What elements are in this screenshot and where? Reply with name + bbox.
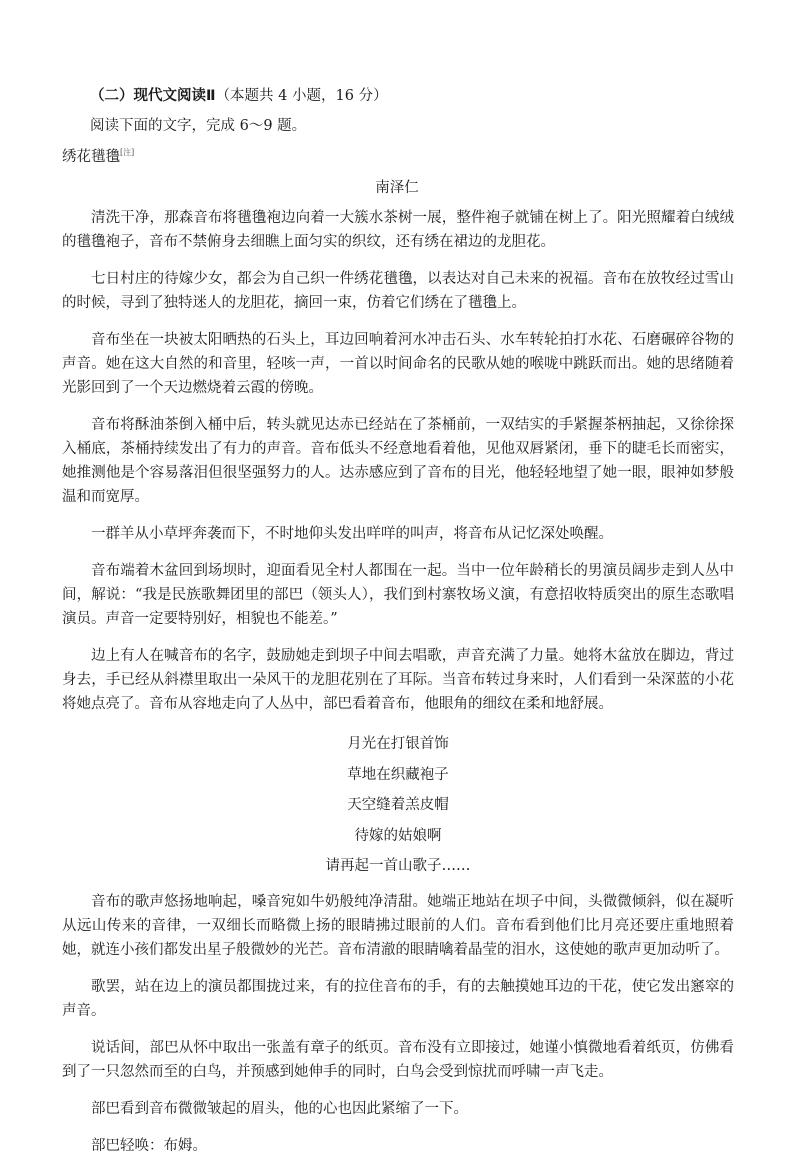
lyric-line: 待嫁的姑娘啊 (354, 827, 442, 844)
paragraph: 一群羊从小草坪奔袭而下，不时地仰头发出咩咩的叫声，将音布从记忆深处唤醒。 (91, 526, 613, 542)
author-name: 南泽仁 (375, 180, 419, 196)
section-heading-note: （本题共 4 小题，16 分） (215, 88, 388, 104)
song-lyrics (62, 729, 734, 882)
story-title (62, 145, 134, 166)
paragraph: 边上有人在喊音布的名字，鼓励她走到坝子中间去唱歌，声音充满了力量。她将木盆放在脚边，背过身去，手已经从斜襟里取出一朵风干的龙胆花别在了耳际。当音布转过身来时，人们看到一朵深蓝的小花将她点亮了。音布从容地走向了人丛中，部巴看着音布，他眼角的细纹在柔和地舒展。 (62, 648, 734, 712)
reading-instruction: 阅读下面的文字，完成 6～9 题。 (90, 118, 307, 134)
paragraph: 部巴轻唤：布姆。 (91, 1137, 207, 1154)
lyric-line: 请再起一首山歌子…… (325, 858, 471, 874)
lyric-line: 草地在织藏袍子 (347, 766, 449, 783)
paragraph: 音布的歌声悠扬地响起，嗓音宛如牛奶般纯净清甜。她端正地站在坝子中间，头微微倾斜，似在凝听从远山传来的音律，一双细长而略微上扬的眼睛拂过眼前的人们。音布看到他们比月亮还要庄重地照着她，就连小孩们都发出星子般微妙的光芒。音布清澈的眼睛噙着晶莹的泪水，这使她的歌声更加动听了。 (62, 893, 734, 958)
lyric-line: 天空缝着羔皮帽 (347, 797, 449, 813)
paragraph: 清洗干净，那森音布将氆氇袍边向着一大簇水茶树一展，整件袍子就铺在树上了。阳光照耀着白绒绒的氆氇袍子，音布不禁俯身去细瞧上面匀实的织纹，还有绣在裙边的龙胆花。 (62, 210, 734, 250)
section-heading-label: （二）现代文阅读Ⅱ (90, 88, 216, 104)
section-heading (90, 84, 388, 105)
paragraph: 音布将酥油茶倒入桶中后，转头就见达赤已经站在了茶桶前，一双结实的手紧握茶柄抽起，又徐徐探入桶底，茶桶持续发出了有力的声音。音布低头不经意地看着他，见他双唇紧闭，垂下的睫毛长而密实，她推测他是个容易落泪但很坚强努力的人。达赤感应到了音布的目光，他轻轻地望了她一眼，眼神如梦般温和而宽厚。 (62, 417, 734, 505)
paragraph: 七日村庄的待嫁少女，都会为自己织一件绣花氆氇，以表达对自己未来的祝福。音布在放牧经过雪山的时候，寻到了独特迷人的龙胆花，摘回一束，仿着它们绣在了氆氇上。 (62, 271, 734, 311)
paragraph: 歌罢，站在边上的演员都围拢过来，有的拉住音布的手，有的去触摸她耳边的干花，使它发出窸窣的声音。 (62, 978, 734, 1019)
paragraph: 说话间，部巴从怀中取出一张盖有章子的纸页。音布没有立即接过，她谨小慎微地看着纸页，仿佛看到了一只忽然而至的白鸟，并预感到她伸手的同时，白鸟会受到惊扰而呼啸一声飞走。 (62, 1039, 734, 1080)
paragraph: 音布坐在一块被太阳晒热的石头上，耳边回响着河水冲击石头、水车转轮拍打水花、石磨碾碎谷物的声音。她在这大自然的和音里，轻咳一声，一首以时间命名的民歌从她的喉咙中跳跃而出。她的思绪随着光影回到了一个天边燃烧着云霞的傍晚。 (62, 332, 734, 396)
lyric-line: 月光在打银首饰 (347, 736, 449, 752)
story-title-text: 绣花氆氇 (62, 149, 120, 165)
footnote-marker[interactable]: [注] (120, 148, 135, 158)
paragraph: 部巴看到音布微微皱起的眉头，他的心也因此紧缩了一下。 (91, 1100, 468, 1117)
paragraph: 音布端着木盆回到场坝时，迎面看见全村人都围在一起。当中一位年龄稍长的男演员阔步走到人丛中间，解说：“我是民族歌舞团里的部巴（领头人），我们到村寨牧场义演，有意招收特质突出的原生态歌唱演员。声音一定要特别好，相貌也不能差。” (62, 563, 734, 627)
story-body (62, 206, 734, 1171)
